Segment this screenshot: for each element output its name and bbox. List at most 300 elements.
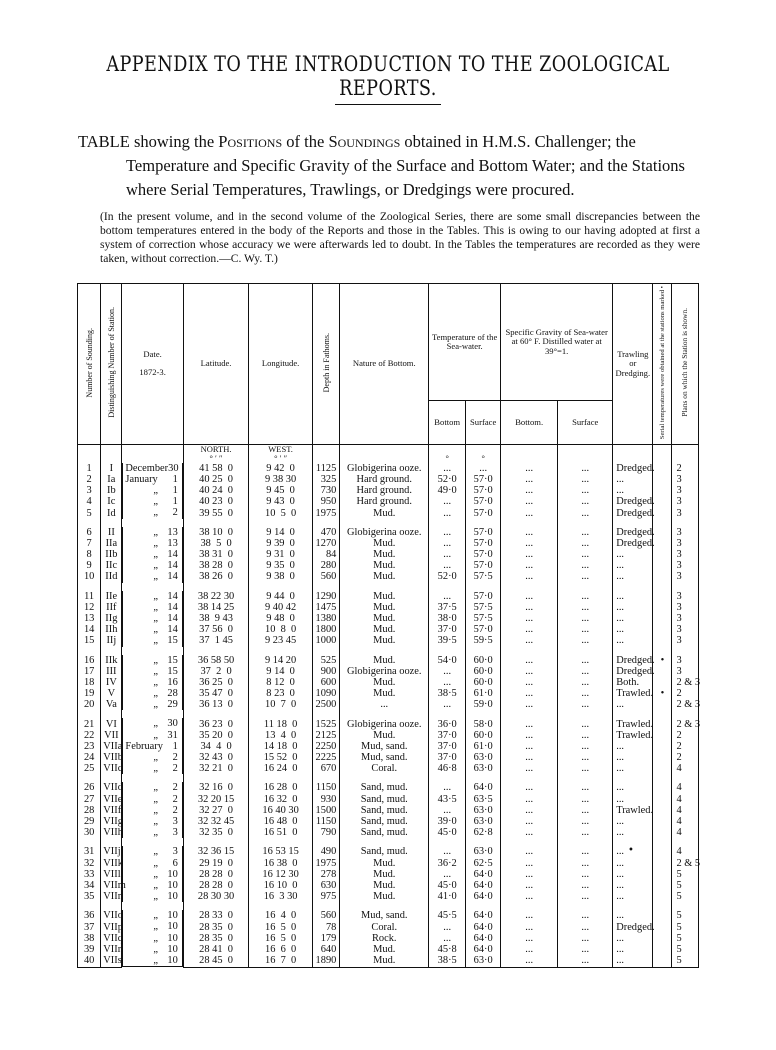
date-day: 2 xyxy=(172,752,178,763)
plan: 3 xyxy=(672,655,699,666)
sounding-number: 17 xyxy=(78,666,101,677)
date-cell xyxy=(122,782,182,793)
serial-marker: • xyxy=(653,688,672,699)
date-cell xyxy=(122,858,182,869)
temp-surface: 57·0 xyxy=(466,560,501,571)
trawling: ... xyxy=(613,869,653,880)
station-number: VIIl xyxy=(101,869,122,880)
bottom-nature: Globigerina ooze. xyxy=(340,463,429,474)
trawling: Trawled. xyxy=(613,688,653,699)
sg-bottom: ... xyxy=(501,527,558,538)
date-day: 15 xyxy=(167,654,178,666)
sg-bottom: ... xyxy=(501,485,558,496)
depth: 179 xyxy=(312,933,340,944)
date-cell xyxy=(122,741,182,752)
date-month: „ xyxy=(153,857,159,869)
date-cell xyxy=(122,677,182,688)
sounding-number: 12 xyxy=(78,602,101,613)
date-month: February xyxy=(125,740,163,752)
temp-surface: 63·0 xyxy=(466,752,501,763)
bottom-nature: Mud. xyxy=(340,560,429,571)
date-cell xyxy=(122,910,182,921)
depth: 1150 xyxy=(312,782,340,793)
date-month: „ xyxy=(153,601,159,613)
sg-surface: ... xyxy=(558,763,613,774)
date-day: 30 xyxy=(167,718,178,730)
sg-bottom: ... xyxy=(501,816,558,827)
longitude: 8 12 0 xyxy=(249,677,312,688)
sounding-number: 18 xyxy=(78,677,101,688)
temp-surface: 57·0 xyxy=(466,474,501,485)
sg-surface: ... xyxy=(558,560,613,571)
station-number: IIk xyxy=(101,655,122,666)
longitude: 16 4 0 xyxy=(249,910,312,921)
longitude: 9 42 0 xyxy=(249,463,312,474)
trawling: Dredged. xyxy=(613,507,653,518)
table-row xyxy=(78,891,699,902)
serial-marker xyxy=(653,635,672,646)
date-month: „ xyxy=(153,868,159,880)
bottom-nature: Mud. xyxy=(340,858,429,869)
depth: 560 xyxy=(312,571,340,582)
sg-surface: ... xyxy=(558,921,613,932)
date-month: „ xyxy=(153,485,159,497)
sg-bottom: ... xyxy=(501,549,558,560)
table-row xyxy=(78,527,699,538)
plan: 5 xyxy=(672,944,699,955)
trawling: ... xyxy=(613,571,653,582)
sg-surface: ... xyxy=(558,688,613,699)
sg-surface: ... xyxy=(558,571,613,582)
plan: 3 xyxy=(672,591,699,602)
date-cell xyxy=(122,730,182,741)
table-row xyxy=(78,955,699,967)
date-cell xyxy=(122,560,182,571)
station-number: VIIo xyxy=(101,910,122,921)
depth: 2225 xyxy=(312,752,340,763)
date-cell xyxy=(122,507,182,518)
sg-surface: ... xyxy=(558,955,613,967)
bottom-nature: Hard ground. xyxy=(340,496,429,507)
bottom-nature: Globigerina ooze. xyxy=(340,666,429,677)
table-row xyxy=(78,602,699,613)
plan: 4 xyxy=(672,794,699,805)
editorial-note xyxy=(78,210,700,266)
trawling: Dredged. xyxy=(613,496,653,507)
bottom-nature: Hard ground. xyxy=(340,474,429,485)
plan: 4 xyxy=(672,763,699,774)
plan: 4 xyxy=(672,827,699,838)
date-day: 29 xyxy=(167,699,178,711)
temp-surface: 64·0 xyxy=(466,933,501,944)
temp-bottom: 54·0 xyxy=(429,655,466,666)
date-month: „ xyxy=(153,763,159,775)
date-month: „ xyxy=(153,943,159,955)
bottom-nature: Mud. xyxy=(340,602,429,613)
header-date-year: 1872-3. xyxy=(139,366,166,377)
trawling: Dredged. xyxy=(613,538,653,549)
date-cell xyxy=(122,688,182,699)
sg-bottom: ... xyxy=(501,944,558,955)
bottom-nature: Sand, mud. xyxy=(340,816,429,827)
trawling: ... xyxy=(613,910,653,921)
bottom-nature: Sand, mud. xyxy=(340,782,429,793)
temp-surface: ... xyxy=(466,463,501,474)
date-cell xyxy=(122,591,182,602)
sg-surface: ... xyxy=(558,677,613,688)
depth: 630 xyxy=(312,880,340,891)
station-number: IIf xyxy=(101,602,122,613)
latitude: 38 26 0 xyxy=(183,571,249,582)
latitude: 35 47 0 xyxy=(183,688,249,699)
serial-marker xyxy=(653,507,672,518)
longitude: 16 32 0 xyxy=(249,794,312,805)
station-number: IIc xyxy=(101,560,122,571)
date-cell xyxy=(122,955,182,967)
date-month: „ xyxy=(153,752,159,763)
temp-surface: 61·0 xyxy=(466,688,501,699)
temp-bottom: ... xyxy=(429,538,466,549)
temp-surface: 63·0 xyxy=(466,816,501,827)
temp-surface: 57·0 xyxy=(466,527,501,538)
latitude: 32 21 0 xyxy=(183,763,249,774)
date-month: „ xyxy=(153,846,159,858)
temp-surface: 57·5 xyxy=(466,602,501,613)
depth: 900 xyxy=(312,666,340,677)
date-day: 10 xyxy=(167,891,178,903)
date-cell xyxy=(122,718,182,729)
date-month: „ xyxy=(153,635,159,647)
temp-surface: 64·0 xyxy=(466,880,501,891)
temp-bottom: ... xyxy=(429,933,466,944)
sg-surface: ... xyxy=(558,666,613,677)
temp-surface: 57·0 xyxy=(466,591,501,602)
plan: 4 xyxy=(672,846,699,857)
depth: 670 xyxy=(312,763,340,774)
sg-surface: ... xyxy=(558,699,613,710)
temp-surface: 59·5 xyxy=(466,635,501,646)
station-number: IId xyxy=(101,571,122,582)
table-row xyxy=(78,933,699,944)
sg-bottom: ... xyxy=(501,591,558,602)
sg-bottom: ... xyxy=(501,858,558,869)
group-gap xyxy=(78,710,699,718)
depth: 490 xyxy=(312,846,340,857)
serial-marker xyxy=(653,474,672,485)
page-title: APPENDIX TO THE INTRODUCTION TO THE ZOOLOGICAL REPORTS. xyxy=(106,52,670,100)
header-sg-bottom: Bottom. xyxy=(501,401,558,445)
table-row xyxy=(78,496,699,507)
plan: 3 xyxy=(672,507,699,518)
date-cell xyxy=(122,794,182,805)
latitude: 38 10 0 xyxy=(183,527,249,538)
date-day: 10 xyxy=(167,879,178,891)
temp-bottom: 36·2 xyxy=(429,858,466,869)
table-row xyxy=(78,474,699,485)
serial-marker xyxy=(653,496,672,507)
depth: 1475 xyxy=(312,602,340,613)
serial-marker xyxy=(653,782,672,793)
sounding-number: 22 xyxy=(78,730,101,741)
station-number: I xyxy=(101,463,122,474)
date-day: 2 xyxy=(172,763,178,775)
sg-bottom: ... xyxy=(501,496,558,507)
date-day: 13 xyxy=(167,526,178,538)
depth: 1525 xyxy=(312,718,340,729)
date-month: „ xyxy=(153,879,159,891)
temp-surface: 63·5 xyxy=(466,794,501,805)
header-date xyxy=(122,284,183,445)
bottom-nature: Mud. xyxy=(340,730,429,741)
bottom-nature: ... xyxy=(340,699,429,710)
plan: 3 xyxy=(672,602,699,613)
plan: 3 xyxy=(672,485,699,496)
serial-marker xyxy=(653,858,672,869)
temp-bottom: 36·0 xyxy=(429,718,466,729)
temp-bottom: 39·0 xyxy=(429,816,466,827)
latitude: 36 13 0 xyxy=(183,699,249,710)
plan: 3 xyxy=(672,613,699,624)
latitude: 28 33 0 xyxy=(183,910,249,921)
depth: 1975 xyxy=(312,858,340,869)
serial-marker xyxy=(653,805,672,816)
longitude: 16 12 30 xyxy=(249,869,312,880)
date-day: 14 xyxy=(167,549,178,560)
date-cell xyxy=(122,538,182,549)
temp-surface: 61·0 xyxy=(466,741,501,752)
sounding-number: 32 xyxy=(78,858,101,869)
sg-bottom: ... xyxy=(501,474,558,485)
units-temp-surface: ° xyxy=(466,444,501,463)
date-month: „ xyxy=(153,793,159,805)
sg-surface: ... xyxy=(558,891,613,902)
depth: 525 xyxy=(312,655,340,666)
header-sg-surface: Surface xyxy=(558,401,613,445)
depth: 470 xyxy=(312,527,340,538)
sg-surface: ... xyxy=(558,846,613,857)
sg-surface: ... xyxy=(558,718,613,729)
sg-bottom: ... xyxy=(501,718,558,729)
temp-surface: 57·5 xyxy=(466,613,501,624)
sg-bottom: ... xyxy=(501,635,558,646)
bottom-nature: Mud, sand. xyxy=(340,752,429,763)
sg-bottom: ... xyxy=(501,655,558,666)
station-number: VIIh xyxy=(101,827,122,838)
latitude: 28 28 0 xyxy=(183,869,249,880)
sg-surface: ... xyxy=(558,613,613,624)
station-number: VIIf xyxy=(101,805,122,816)
station-number: VIIs xyxy=(101,955,122,967)
serial-marker: • xyxy=(653,655,672,666)
station-number: VIIa xyxy=(101,741,122,752)
station-number: VIIc xyxy=(101,763,122,774)
depth: 1290 xyxy=(312,591,340,602)
date-day: 15 xyxy=(167,665,178,677)
sg-surface: ... xyxy=(558,538,613,549)
table-row xyxy=(78,794,699,805)
date-cell xyxy=(122,655,182,666)
station-number: VIIr xyxy=(101,944,122,955)
sounding-number: 33 xyxy=(78,869,101,880)
station-number: VIIk xyxy=(101,858,122,869)
latitude: 41 58 0 xyxy=(183,463,249,474)
latitude: 36 23 0 xyxy=(183,718,249,729)
station-number: VIIe xyxy=(101,794,122,805)
serial-marker xyxy=(653,730,672,741)
date-month: „ xyxy=(153,560,159,572)
station-number: VIIg xyxy=(101,816,122,827)
date-cell xyxy=(122,613,182,624)
units-longitude: WEST. ° ′ ″ xyxy=(249,444,312,463)
table-row xyxy=(78,763,699,774)
date-cell xyxy=(122,805,182,816)
bottom-nature: Mud. xyxy=(340,624,429,635)
plan: 5 xyxy=(672,955,699,967)
date-day: 3 xyxy=(172,815,178,827)
longitude: 10 7 0 xyxy=(249,699,312,710)
latitude: 32 35 0 xyxy=(183,827,249,838)
sounding-number: 8 xyxy=(78,549,101,560)
trawling: ... xyxy=(613,591,653,602)
station-number: Ic xyxy=(101,496,122,507)
plan: 4 xyxy=(672,805,699,816)
units-latitude: NORTH. ° ′ ″ xyxy=(183,444,249,463)
bottom-nature: Mud. xyxy=(340,891,429,902)
temp-bottom: ... xyxy=(429,560,466,571)
date-day: 1 xyxy=(172,740,178,752)
bottom-nature: Coral. xyxy=(340,921,429,932)
station-number: VIIb xyxy=(101,752,122,763)
date-cell xyxy=(122,463,182,474)
table-row xyxy=(78,635,699,646)
longitude: 13 4 0 xyxy=(249,730,312,741)
sg-bottom: ... xyxy=(501,846,558,857)
station-number: V xyxy=(101,688,122,699)
depth: 1125 xyxy=(312,463,340,474)
date-cell xyxy=(122,869,182,880)
temp-bottom: 37·0 xyxy=(429,624,466,635)
sg-bottom: ... xyxy=(501,699,558,710)
serial-marker xyxy=(653,816,672,827)
table-row xyxy=(78,718,699,729)
bottom-nature: Rock. xyxy=(340,933,429,944)
table-row xyxy=(78,571,699,582)
temp-surface: 59·0 xyxy=(466,699,501,710)
temp-bottom: ... xyxy=(429,463,466,474)
units-temp-bottom: ° xyxy=(429,444,466,463)
date-day: 1 xyxy=(172,496,178,508)
serial-marker xyxy=(653,718,672,729)
plan: 2 & 3 xyxy=(672,718,699,729)
date-day: 10 xyxy=(167,943,178,955)
sounding-number: 15 xyxy=(78,635,101,646)
latitude: 36 58 50 xyxy=(183,655,249,666)
sg-surface: ... xyxy=(558,591,613,602)
trawling: ... xyxy=(613,560,653,571)
serial-marker xyxy=(653,741,672,752)
longitude: 9 39 0 xyxy=(249,538,312,549)
plan: 5 xyxy=(672,880,699,891)
sg-bottom: ... xyxy=(501,880,558,891)
plan: 5 xyxy=(672,910,699,921)
longitude: 9 45 0 xyxy=(249,485,312,496)
depth: 278 xyxy=(312,869,340,880)
date-day: 30 xyxy=(168,462,179,474)
trawling: Dredged. xyxy=(613,527,653,538)
serial-marker xyxy=(653,591,672,602)
latitude: 32 43 0 xyxy=(183,752,249,763)
sg-bottom: ... xyxy=(501,805,558,816)
date-month: „ xyxy=(153,804,159,816)
date-month: December xyxy=(125,462,169,474)
temp-bottom: 37·0 xyxy=(429,741,466,752)
longitude: 9 40 42 xyxy=(249,602,312,613)
sg-surface: ... xyxy=(558,527,613,538)
depth: 2250 xyxy=(312,741,340,752)
temp-bottom: 45·5 xyxy=(429,910,466,921)
date-day: 10 xyxy=(167,910,178,922)
sounding-number: 31 xyxy=(78,846,101,857)
latitude: 28 35 0 xyxy=(183,921,249,932)
plan: 2 & 3 xyxy=(672,699,699,710)
station-number: IIe xyxy=(101,591,122,602)
sounding-number: 21 xyxy=(78,718,101,729)
table-row xyxy=(78,560,699,571)
sounding-number: 4 xyxy=(78,496,101,507)
sounding-number: 30 xyxy=(78,827,101,838)
date-month: „ xyxy=(153,688,159,700)
units-row xyxy=(78,444,699,463)
date-day: 3 xyxy=(172,846,178,858)
latitude: 38 22 30 xyxy=(183,591,249,602)
group-gap xyxy=(78,838,699,846)
bottom-nature: Globigerina ooze. xyxy=(340,527,429,538)
group-gap xyxy=(78,583,699,591)
serial-marker xyxy=(653,921,672,932)
sg-surface: ... xyxy=(558,910,613,921)
sounding-number: 35 xyxy=(78,891,101,902)
sg-surface: ... xyxy=(558,496,613,507)
plan: 5 xyxy=(672,891,699,902)
station-number: VIIn xyxy=(101,891,122,902)
bottom-nature: Mud, sand. xyxy=(340,741,429,752)
temp-surface: 64·0 xyxy=(466,891,501,902)
longitude: 9 43 0 xyxy=(249,496,312,507)
trawling: ... xyxy=(613,944,653,955)
longitude: 14 18 0 xyxy=(249,741,312,752)
header-longitude: Longitude. xyxy=(249,284,312,445)
sg-bottom: ... xyxy=(501,507,558,518)
temp-surface: 57·5 xyxy=(466,571,501,582)
temp-surface: 62·5 xyxy=(466,858,501,869)
trawling: Trawled. xyxy=(613,730,653,741)
temp-bottom: 45·0 xyxy=(429,827,466,838)
serial-marker xyxy=(653,699,672,710)
station-number: IIa xyxy=(101,538,122,549)
sg-bottom: ... xyxy=(501,624,558,635)
plan: 2 xyxy=(672,741,699,752)
date-month: „ xyxy=(153,654,159,666)
depth: 1150 xyxy=(312,816,340,827)
bottom-nature: Mud. xyxy=(340,507,429,518)
sg-surface: ... xyxy=(558,655,613,666)
sounding-number: 25 xyxy=(78,763,101,774)
sg-bottom: ... xyxy=(501,560,558,571)
plan: 2 xyxy=(672,730,699,741)
date-day: 2 xyxy=(172,507,178,519)
longitude: 16 5 0 xyxy=(249,933,312,944)
plan: 3 xyxy=(672,635,699,646)
